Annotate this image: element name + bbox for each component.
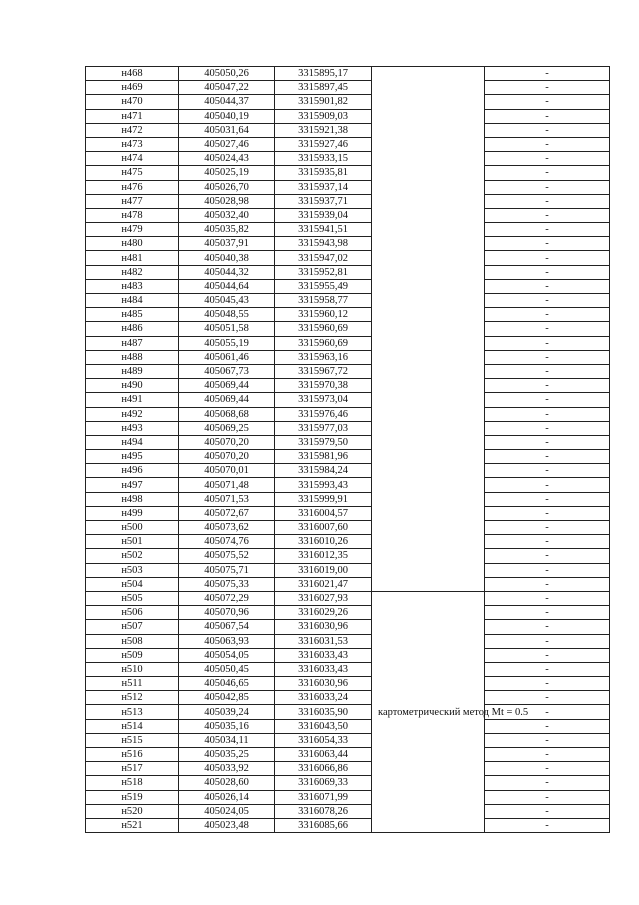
point-cell: н515 [86,733,179,747]
x-coordinate-cell: 405069,25 [179,421,275,435]
y-coordinate-cell: 3315937,71 [275,194,372,208]
table-row [86,705,610,719]
point-cell: н502 [86,549,179,563]
point-cell: н473 [86,137,179,151]
x-coordinate-cell: 405024,43 [179,152,275,166]
table-row [86,336,610,350]
deviation-cell: - [485,109,610,123]
table-row [86,194,610,208]
deviation-cell: - [485,308,610,322]
table-row [86,123,610,137]
table-row [86,677,610,691]
y-coordinate-cell: 3316010,26 [275,535,372,549]
x-coordinate-cell: 405045,43 [179,294,275,308]
point-cell: н510 [86,662,179,676]
x-coordinate-cell: 405070,96 [179,606,275,620]
y-coordinate-cell: 3316030,96 [275,620,372,634]
table-row [86,521,610,535]
x-coordinate-cell: 405028,98 [179,194,275,208]
y-coordinate-cell: 3315984,24 [275,464,372,478]
method-cell [372,591,529,832]
table-row [86,322,610,336]
y-coordinate-cell: 3316033,43 [275,662,372,676]
point-cell: н470 [86,95,179,109]
point-cell: н513 [86,705,179,719]
point-cell: н519 [86,790,179,804]
y-coordinate-cell: 3315999,91 [275,492,372,506]
deviation-cell: - [485,137,610,151]
y-coordinate-cell: 3315937,14 [275,180,372,194]
point-cell: н486 [86,322,179,336]
point-cell: н479 [86,223,179,237]
x-coordinate-cell: 405072,67 [179,506,275,520]
x-coordinate-cell: 405055,19 [179,336,275,350]
deviation-cell: - [485,506,610,520]
table-row [86,393,610,407]
point-cell: н521 [86,818,179,832]
deviation-cell: - [485,322,610,336]
deviation-cell: - [485,818,610,832]
deviation-cell: - [485,350,610,364]
deviation-cell: - [485,521,610,535]
table-row [86,535,610,549]
deviation-cell: - [485,123,610,137]
x-coordinate-cell: 405048,55 [179,308,275,322]
point-cell: н469 [86,81,179,95]
deviation-cell: - [485,294,610,308]
y-coordinate-cell: 3316078,26 [275,804,372,818]
x-coordinate-cell: 405050,45 [179,662,275,676]
x-coordinate-cell: 405034,11 [179,733,275,747]
deviation-cell: - [485,81,610,95]
table-row [86,634,610,648]
deviation-cell: - [485,705,610,719]
deviation-cell: - [485,719,610,733]
deviation-cell: - [485,762,610,776]
table-row [86,67,610,81]
deviation-cell: - [485,95,610,109]
table-row [86,251,610,265]
x-coordinate-cell: 405047,22 [179,81,275,95]
point-cell: н494 [86,435,179,449]
x-coordinate-cell: 405069,44 [179,393,275,407]
point-cell: н498 [86,492,179,506]
table-row [86,804,610,818]
x-coordinate-cell: 405075,71 [179,563,275,577]
y-coordinate-cell: 3315955,49 [275,279,372,293]
x-coordinate-cell: 405050,26 [179,67,275,81]
x-coordinate-cell: 405035,16 [179,719,275,733]
x-coordinate-cell: 405027,46 [179,137,275,151]
deviation-cell: - [485,152,610,166]
deviation-cell: - [485,407,610,421]
y-coordinate-cell: 3316043,50 [275,719,372,733]
point-cell: н468 [86,67,179,81]
deviation-cell: - [485,591,610,605]
x-coordinate-cell: 405069,44 [179,379,275,393]
coordinates-table [85,66,610,833]
table-row [86,180,610,194]
table-row [86,364,610,378]
point-cell: н495 [86,450,179,464]
y-coordinate-cell: 3315909,03 [275,109,372,123]
point-cell: н517 [86,762,179,776]
deviation-cell: - [485,563,610,577]
table-row [86,379,610,393]
table-row [86,308,610,322]
point-cell: н481 [86,251,179,265]
table-row [86,294,610,308]
y-coordinate-cell: 3316054,33 [275,733,372,747]
table-row [86,748,610,762]
y-coordinate-cell: 3316066,86 [275,762,372,776]
deviation-cell: - [485,606,610,620]
point-cell: н505 [86,591,179,605]
table-row [86,506,610,520]
table-row [86,762,610,776]
x-coordinate-cell: 405025,19 [179,166,275,180]
x-coordinate-cell: 405028,60 [179,776,275,790]
point-cell: н509 [86,648,179,662]
x-coordinate-cell: 405040,38 [179,251,275,265]
deviation-cell: - [485,421,610,435]
x-coordinate-cell: 405023,48 [179,818,275,832]
y-coordinate-cell: 3316035,90 [275,705,372,719]
y-coordinate-cell: 3315979,50 [275,435,372,449]
table-row [86,421,610,435]
table-row [86,237,610,251]
y-coordinate-cell: 3316021,47 [275,577,372,591]
point-cell: н483 [86,279,179,293]
table-row [86,790,610,804]
x-coordinate-cell: 405033,92 [179,762,275,776]
y-coordinate-cell: 3315939,04 [275,208,372,222]
y-coordinate-cell: 3315960,69 [275,336,372,350]
point-cell: н489 [86,364,179,378]
point-cell: н497 [86,478,179,492]
x-coordinate-cell: 405070,01 [179,464,275,478]
y-coordinate-cell: 3316033,43 [275,648,372,662]
point-cell: н503 [86,563,179,577]
table-row [86,407,610,421]
table-row [86,577,610,591]
table-row [86,464,610,478]
point-cell: н471 [86,109,179,123]
x-coordinate-cell: 405035,82 [179,223,275,237]
deviation-cell: - [485,662,610,676]
y-coordinate-cell: 3316063,44 [275,748,372,762]
point-cell: н520 [86,804,179,818]
y-coordinate-cell: 3315921,38 [275,123,372,137]
point-cell: н496 [86,464,179,478]
y-coordinate-cell: 3316031,53 [275,634,372,648]
y-coordinate-cell: 3316030,96 [275,677,372,691]
deviation-cell: - [485,804,610,818]
x-coordinate-cell: 405040,19 [179,109,275,123]
table-row [86,265,610,279]
x-coordinate-cell: 405067,54 [179,620,275,634]
deviation-cell: - [485,577,610,591]
deviation-cell: - [485,180,610,194]
point-cell: н476 [86,180,179,194]
x-coordinate-cell: 405075,52 [179,549,275,563]
coordinates-table-body [86,67,610,833]
point-cell: н500 [86,521,179,535]
x-coordinate-cell: 405032,40 [179,208,275,222]
point-cell: н477 [86,194,179,208]
x-coordinate-cell: 405075,33 [179,577,275,591]
deviation-cell: - [485,776,610,790]
x-coordinate-cell: 405070,20 [179,450,275,464]
y-coordinate-cell: 3315963,16 [275,350,372,364]
y-coordinate-cell: 3316007,60 [275,521,372,535]
x-coordinate-cell: 405070,20 [179,435,275,449]
deviation-cell: - [485,648,610,662]
deviation-cell: - [485,265,610,279]
table-row [86,733,610,747]
y-coordinate-cell: 3315947,02 [275,251,372,265]
table-row [86,606,610,620]
y-coordinate-cell: 3316085,66 [275,818,372,832]
method-cell [372,67,485,592]
x-coordinate-cell: 405072,29 [179,591,275,605]
point-cell: н508 [86,634,179,648]
point-cell: н512 [86,691,179,705]
point-cell: н506 [86,606,179,620]
x-coordinate-cell: 405074,76 [179,535,275,549]
table-row [86,137,610,151]
y-coordinate-cell: 3315960,69 [275,322,372,336]
x-coordinate-cell: 405068,68 [179,407,275,421]
deviation-cell: - [485,478,610,492]
deviation-cell: - [485,549,610,563]
table-row [86,109,610,123]
x-coordinate-cell: 405054,05 [179,648,275,662]
table-row [86,350,610,364]
x-coordinate-cell: 405039,24 [179,705,275,719]
method-label: картометрический метод Mt = 0.5 [378,706,529,718]
table-row [86,648,610,662]
y-coordinate-cell: 3316071,99 [275,790,372,804]
deviation-cell: - [485,336,610,350]
y-coordinate-cell: 3315935,81 [275,166,372,180]
deviation-cell: - [485,733,610,747]
point-cell: н480 [86,237,179,251]
deviation-cell: - [485,194,610,208]
deviation-cell: - [485,450,610,464]
table-row [86,81,610,95]
point-cell: н491 [86,393,179,407]
point-cell: н482 [86,265,179,279]
y-coordinate-cell: 3315960,12 [275,308,372,322]
table-row [86,223,610,237]
y-coordinate-cell: 3315958,77 [275,294,372,308]
y-coordinate-cell: 3316027,93 [275,591,372,605]
y-coordinate-cell: 3315941,51 [275,223,372,237]
table-row [86,563,610,577]
point-cell: н478 [86,208,179,222]
point-cell: н475 [86,166,179,180]
deviation-cell: - [485,237,610,251]
table-row [86,719,610,733]
deviation-cell: - [485,691,610,705]
x-coordinate-cell: 405063,93 [179,634,275,648]
y-coordinate-cell: 3316069,33 [275,776,372,790]
point-cell: н499 [86,506,179,520]
deviation-cell: - [485,393,610,407]
y-coordinate-cell: 3316004,57 [275,506,372,520]
table-row [86,776,610,790]
deviation-cell: - [485,748,610,762]
x-coordinate-cell: 405061,46 [179,350,275,364]
point-cell: н518 [86,776,179,790]
y-coordinate-cell: 3315977,03 [275,421,372,435]
x-coordinate-cell: 405031,64 [179,123,275,137]
y-coordinate-cell: 3315981,96 [275,450,372,464]
y-coordinate-cell: 3316033,24 [275,691,372,705]
x-coordinate-cell: 405073,62 [179,521,275,535]
point-cell: н474 [86,152,179,166]
point-cell: н516 [86,748,179,762]
table-row [86,818,610,832]
y-coordinate-cell: 3315993,43 [275,478,372,492]
table-row [86,478,610,492]
x-coordinate-cell: 405044,32 [179,265,275,279]
x-coordinate-cell: 405026,70 [179,180,275,194]
x-coordinate-cell: 405044,64 [179,279,275,293]
point-cell: н514 [86,719,179,733]
point-cell: н485 [86,308,179,322]
point-cell: н504 [86,577,179,591]
x-coordinate-cell: 405035,25 [179,748,275,762]
point-cell: н488 [86,350,179,364]
x-coordinate-cell: 405046,65 [179,677,275,691]
deviation-cell: - [485,464,610,478]
x-coordinate-cell: 405071,48 [179,478,275,492]
x-coordinate-cell: 405037,91 [179,237,275,251]
table-row [86,435,610,449]
table-row [86,166,610,180]
deviation-cell: - [485,166,610,180]
table-row [86,549,610,563]
y-coordinate-cell: 3315933,15 [275,152,372,166]
y-coordinate-cell: 3316012,35 [275,549,372,563]
x-coordinate-cell: 405071,53 [179,492,275,506]
deviation-cell: - [485,492,610,506]
y-coordinate-cell: 3315901,82 [275,95,372,109]
x-coordinate-cell: 405044,37 [179,95,275,109]
point-cell: н487 [86,336,179,350]
table-row [86,95,610,109]
y-coordinate-cell: 3315967,72 [275,364,372,378]
deviation-cell: - [485,67,610,81]
y-coordinate-cell: 3315952,81 [275,265,372,279]
x-coordinate-cell: 405067,73 [179,364,275,378]
y-coordinate-cell: 3315927,46 [275,137,372,151]
deviation-cell: - [485,223,610,237]
deviation-cell: - [485,634,610,648]
y-coordinate-cell: 3315943,98 [275,237,372,251]
point-cell: н507 [86,620,179,634]
y-coordinate-cell: 3316029,26 [275,606,372,620]
table-row [86,208,610,222]
deviation-cell: - [485,435,610,449]
point-cell: н501 [86,535,179,549]
deviation-cell: - [485,379,610,393]
point-cell: н492 [86,407,179,421]
table-row [86,691,610,705]
table-row [86,450,610,464]
table-row [86,662,610,676]
deviation-cell: - [485,535,610,549]
x-coordinate-cell: 405026,14 [179,790,275,804]
table-row [86,620,610,634]
y-coordinate-cell: 3315976,46 [275,407,372,421]
deviation-cell: - [485,364,610,378]
point-cell: н472 [86,123,179,137]
point-cell: н484 [86,294,179,308]
point-cell: н490 [86,379,179,393]
deviation-cell: - [485,620,610,634]
table-row [86,591,610,605]
deviation-cell: - [485,279,610,293]
deviation-cell: - [485,251,610,265]
table-row [86,492,610,506]
x-coordinate-cell: 405042,85 [179,691,275,705]
y-coordinate-cell: 3315895,17 [275,67,372,81]
y-coordinate-cell: 3315970,38 [275,379,372,393]
table-row [86,279,610,293]
y-coordinate-cell: 3315897,45 [275,81,372,95]
y-coordinate-cell: 3315973,04 [275,393,372,407]
table-row [86,152,610,166]
deviation-cell: - [485,677,610,691]
y-coordinate-cell: 3316019,00 [275,563,372,577]
x-coordinate-cell: 405024,05 [179,804,275,818]
deviation-cell: - [485,790,610,804]
point-cell: н511 [86,677,179,691]
deviation-cell: - [485,208,610,222]
x-coordinate-cell: 405051,58 [179,322,275,336]
point-cell: н493 [86,421,179,435]
